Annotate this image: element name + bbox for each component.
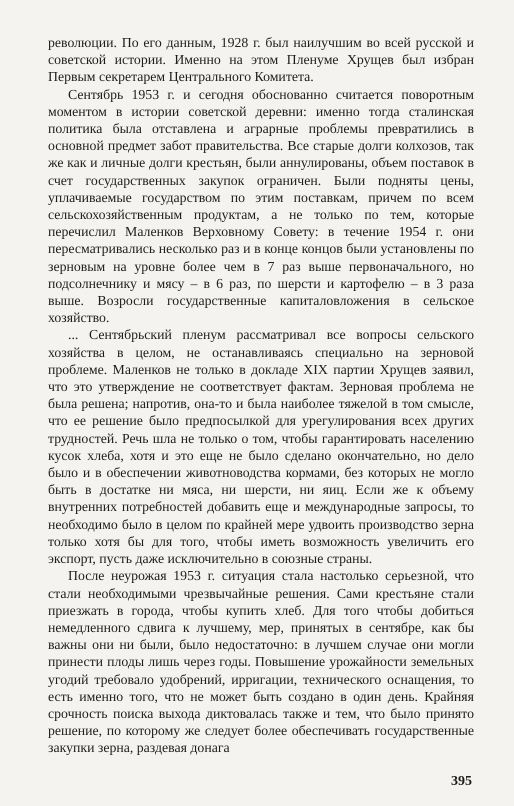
- paragraph-3: ... Сентябрьский пленум рассматривал все вопросы сельского хозяйства в целом, не останавливаясь специально на зерновой проблеме. Маленков не только в докладе XIX партии Хрущев заявил, что это утверждение не соответствует фактам. Зерновая проблема не была решена; напротив, она-то и была наиболее тяжелой в том смысле, что ее решение было предпосылкой для урегулирования всех других трудностей. Речь шла не только о том, чтобы гарантировать населению кусок хлеба, хотя и это еще не было сделано окончательно, но дело было и в обеспечении животноводства кормами, без которых не могло быть в достатке ни мяса, ни шерсти, ни яиц. Если же к объему внутренних потребностей добавить еще и международные запросы, то необходимо было в целом по крайней мере удвоить производство зерна только хотя бы для того, чтобы иметь возможность увеличить его экспорт, пусть даже исключительно в союзные страны.: [48, 327, 474, 567]
- paragraph-1: революции. По его данным, 1928 г. был наилучшим во всей русской и советской истории. Именно на этом Пленуме Хрущев был избран Первым секретарем Центрального Комитета.: [48, 35, 474, 85]
- body-text: [48, 34, 474, 757]
- page-number: 395: [451, 774, 472, 789]
- paragraph-4: После неурожая 1953 г. ситуация стала настолько серьезной, что стали необходимыми чрезвычайные решения. Сами крестьяне стали приезжать в города, чтобы купить хлеб. Для того чтобы добиться немедленного сдвига к лучшему, мер, принятых в сентябре, как бы важны они ни были, было недостаточно: в лучшем случае они могли принести плоды лишь через годы. Повышение урожайности земельных угодий требовало удобрений, ирригации, технического оснащения, то есть именно того, что не может быть создано в один день. Крайняя срочность поиска выхода диктовалась также и тем, что было принято решение, по которому же следует более обеспечивать государственные закупки зерна, раздевая донага: [48, 568, 474, 756]
- paragraph-2: Сентябрь 1953 г. и сегодня обоснованно считается поворотным моментом в истории советской деревни: именно тогда сталинская политика была отставлена и аграрные проблемы превратились в основной предмет забот правительства. Все старые долги колхозов, так же как и личные долги крестьян, были аннулированы, объем поставок в счет государственных закупок ограничен. Были подняты цены, уплачиваемые государством по этим поставкам, причем по всем сельскохозяйственным продуктам, а не только по тем, которые перечислил Маленков Верховному Совету: в течение 1954 г. они пересматривались несколько раз и в конце концов были установлены по зерновым на уровне более чем в 7 раз выше первоначального, но подсолнечнику и мясу – в 6 раз, по шерсти и картофелю – в 3 раза выше. Возросли государственные капиталовложения в сельское хозяйство.: [48, 86, 474, 326]
